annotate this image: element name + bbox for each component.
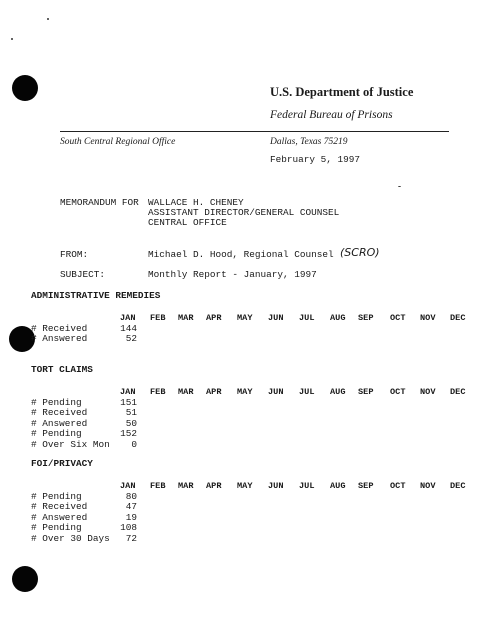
month-header-nov: NOV (420, 313, 436, 323)
memo-from-value: Michael D. Hood, Regional Counsel (148, 249, 334, 260)
month-header-nov: NOV (420, 481, 436, 491)
row-value-jan: 72 (125, 533, 137, 544)
scan-speck (398, 186, 401, 187)
month-header-apr: APR (206, 313, 222, 323)
memo-subject-label: SUBJECT: (60, 269, 106, 280)
scan-speck (11, 38, 13, 40)
month-header-dec: DEC (450, 481, 466, 491)
month-header-mar: MAR (178, 481, 194, 491)
department-name: U.S. Department of Justice (270, 85, 414, 99)
month-header-aug: AUG (330, 387, 346, 397)
month-header-oct: OCT (390, 387, 406, 397)
row-label: # Answered (31, 417, 88, 429)
month-header-may: MAY (237, 313, 253, 323)
memo-for-line: ASSISTANT DIRECTOR/GENERAL COUNSEL (148, 207, 340, 218)
month-header-jan: JAN (120, 481, 136, 491)
month-header-dec: DEC (450, 313, 466, 323)
bureau-name: Federal Bureau of Prisons (270, 109, 393, 121)
month-header-jun: JUN (268, 387, 284, 397)
hole-punch-top (12, 75, 38, 101)
office-location: Dallas, Texas 75219 (270, 137, 348, 147)
month-header-feb: FEB (150, 313, 166, 323)
month-header-feb: FEB (150, 387, 166, 397)
month-header-apr: APR (206, 387, 222, 397)
month-header-jul: JUL (299, 481, 315, 491)
month-header-jan: JAN (120, 313, 136, 323)
month-header-mar: MAR (178, 387, 194, 397)
row-value-jan: 47 (125, 501, 137, 513)
letterhead-rule (60, 131, 449, 132)
row-label: # Received (31, 407, 88, 419)
month-header-oct: OCT (390, 313, 406, 323)
month-header-apr: APR (206, 481, 222, 491)
month-header-nov: NOV (420, 387, 436, 397)
month-header-aug: AUG (330, 313, 346, 323)
month-header-may: MAY (237, 387, 253, 397)
row-value-jan: 80 (125, 490, 137, 502)
month-header-jun: JUN (268, 313, 284, 323)
month-header-dec: DEC (450, 387, 466, 397)
month-header-may: MAY (237, 481, 253, 491)
row-value-jan: 152 (120, 428, 137, 440)
section-title: TORT CLAIMS (31, 364, 93, 375)
row-label: # Over 30 Days (31, 533, 110, 544)
month-header-jan: JAN (120, 387, 136, 397)
row-label: # Answered (31, 511, 88, 523)
month-header-mar: MAR (178, 313, 194, 323)
row-label: # Over Six Mon (31, 439, 110, 450)
section-title: ADMINISTRATIVE REMEDIES (31, 290, 161, 301)
row-value-jan: 19 (125, 511, 137, 523)
hole-punch-bottom (12, 566, 38, 592)
row-label: # Received (31, 501, 88, 513)
memo-from-label: FROM: (60, 249, 89, 260)
row-label: # Answered (31, 333, 88, 345)
memo-for-line: WALLACE H. CHENEY (148, 197, 244, 208)
row-value-jan: 51 (125, 407, 137, 419)
row-label: # Received (31, 322, 88, 334)
month-header-oct: OCT (390, 481, 406, 491)
scan-speck (47, 18, 49, 20)
row-value-jan: 108 (120, 522, 137, 534)
month-header-jul: JUL (299, 387, 315, 397)
month-header-sep: SEP (358, 387, 374, 397)
regional-office: South Central Regional Office (60, 137, 176, 147)
row-label: # Pending (31, 396, 82, 408)
row-label: # Pending (31, 428, 82, 440)
month-header-sep: SEP (358, 313, 374, 323)
memo-for-line: CENTRAL OFFICE (148, 217, 227, 228)
row-label: # Pending (31, 490, 82, 502)
month-header-aug: AUG (330, 481, 346, 491)
row-value-jan: 52 (125, 333, 137, 345)
row-value-jan: 151 (120, 396, 137, 408)
month-header-sep: SEP (358, 481, 374, 491)
month-header-jun: JUN (268, 481, 284, 491)
row-value-jan: 0 (131, 439, 137, 450)
month-header-feb: FEB (150, 481, 166, 491)
row-label: # Pending (31, 522, 82, 534)
month-header-jul: JUL (299, 313, 315, 323)
section-title: FOI/PRIVACY (31, 458, 93, 469)
handwritten-initials: (SCRO) (340, 246, 380, 259)
memo-for-label: MEMORANDUM FOR (60, 197, 139, 208)
row-value-jan: 144 (120, 322, 137, 334)
memo-subject-value: Monthly Report - January, 1997 (148, 269, 317, 280)
memo-date: February 5, 1997 (270, 154, 361, 165)
row-value-jan: 50 (125, 417, 137, 429)
